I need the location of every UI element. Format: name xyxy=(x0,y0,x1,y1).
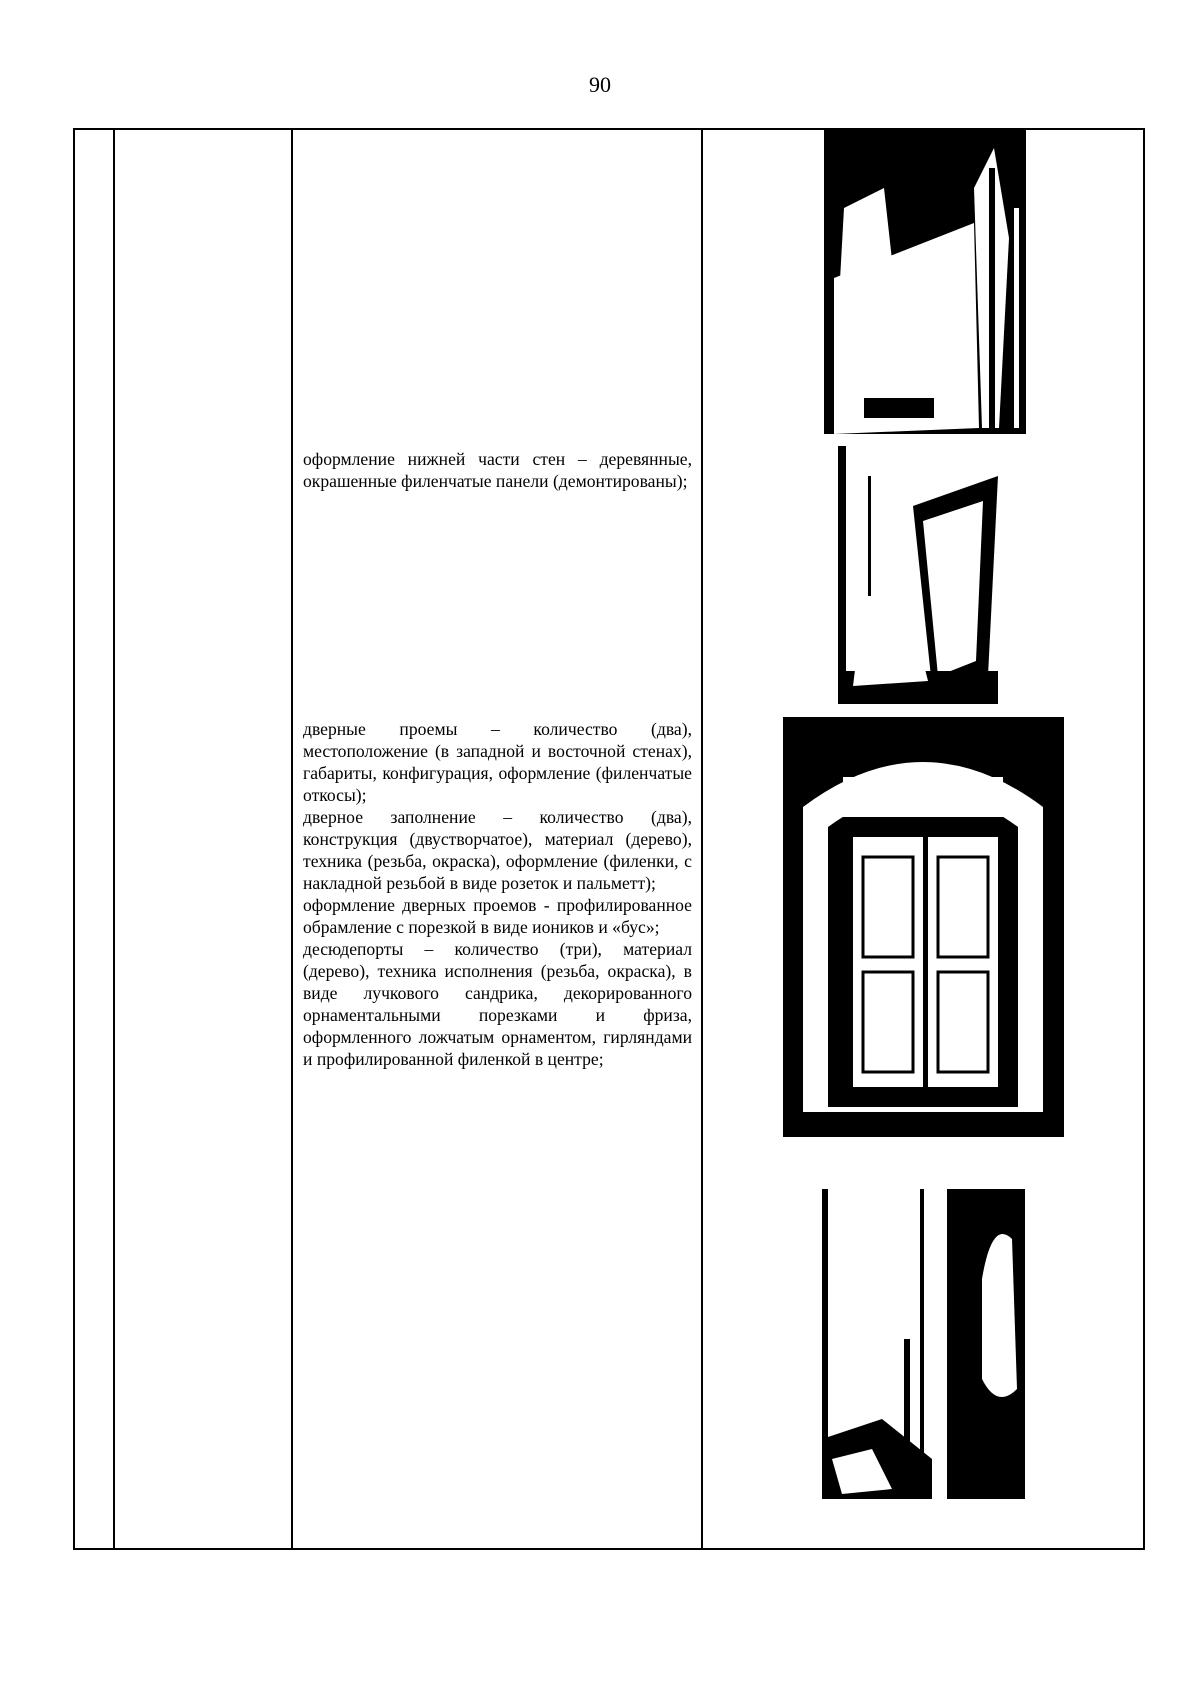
double-door-photo xyxy=(783,717,1064,1137)
description-paragraph: дверные проемы – количество (два), местоположение (в западной и восточной стенах), габариты, конфигурация, оформление (филенчатые откосы); xyxy=(303,719,692,805)
door-frame-carving-photo xyxy=(822,1189,1025,1499)
page-number: 90 xyxy=(589,72,611,97)
description-doors xyxy=(303,718,692,1070)
wall-panel-photo xyxy=(838,446,1010,704)
column-divider-1 xyxy=(113,128,115,1550)
description-paragraph: оформление дверных проемов - профилированное обрамление с порезкой в виде иоников и «бус»; xyxy=(303,895,692,937)
column-divider-3 xyxy=(701,128,703,1550)
description-paragraph: оформление нижней части стен – деревянные, окрашенные филенчатые панели (демонтированы); xyxy=(303,449,692,491)
interior-wall-photo xyxy=(824,128,1026,434)
description-paragraph: дверное заполнение – количество (два), конструкция (двустворчатое), материал (дерево), техника (резьба, окраска), оформление (филенки, с накладной резьбой в виде розеток и пальметт); xyxy=(303,807,692,893)
description-wall-panels xyxy=(303,448,692,492)
description-paragraph: десюдепорты – количество (три), материал (дерево), техника исполнения (резьба, окраска), в виде лучкового сандрика, декорированного орнаментальными порезками и фриза, оформленного ложчатым орнаментом, гирляндами и профилированной филенкой в центре; xyxy=(303,939,692,1069)
column-divider-2 xyxy=(291,128,293,1550)
